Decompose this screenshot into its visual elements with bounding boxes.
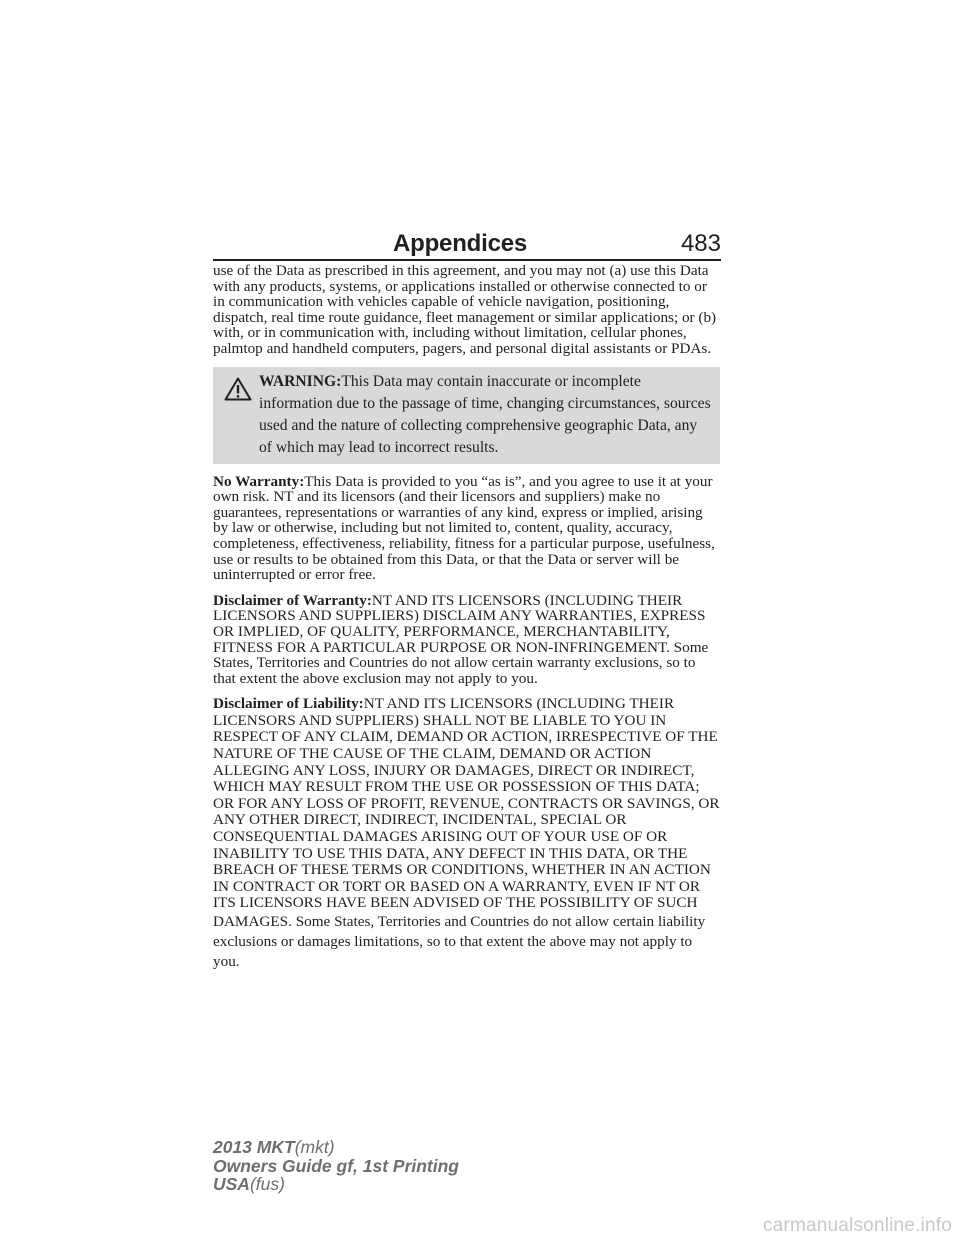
no-warranty-label: No Warranty: bbox=[213, 472, 305, 490]
disclaimer-liability-tail-text: allow certain liability exclusions or damages limitations, so to that extent the above may not apply to you. bbox=[213, 913, 706, 970]
warning-label: WARNING: bbox=[259, 372, 342, 390]
footer-line-model bbox=[213, 1138, 459, 1157]
disclaimer-warranty-paragraph bbox=[213, 593, 720, 687]
section-title: Appendices bbox=[393, 230, 528, 257]
page-header bbox=[213, 226, 721, 260]
header-rule bbox=[213, 259, 721, 261]
footer-model: 2013 MKT bbox=[213, 1137, 295, 1157]
no-warranty-text: This Data is provided to you “as is”, and you agree to use it at your own risk. NT and its licensors (and their licensors and suppliers) make no guarantees, representations or warranties of any kind, express or implied, arising by law or otherwise, including but not limited to, content, quality, accuracy, completeness, effectiveness, reliability, fitness for a particular purpose, usefulness, use or results to be obtained from this Data, or that the Data or server will be uninterrupted or error free. bbox=[213, 472, 715, 584]
page-number: 483 bbox=[680, 230, 721, 257]
print-footer bbox=[213, 1138, 459, 1194]
watermark-text: carmanualsonline.info bbox=[762, 1215, 952, 1236]
page-body bbox=[213, 263, 720, 982]
disclaimer-liability-label: Disclaimer of Liability: bbox=[213, 695, 364, 713]
warning-triangle-icon bbox=[224, 377, 252, 401]
footer-guide: Owners Guide gf, 1st Printing bbox=[213, 1155, 459, 1176]
disclaimer-warranty-text: NT AND ITS LICENSORS (INCLUDING THEIR LICENSORS AND SUPPLIERS) DISCLAIM ANY WARRANTIES, EXPRESS OR IMPLIED, OF QUALITY, PERFORMANCE, MERCHANTABILITY, FITNESS FOR A PARTICULAR PURPOSE OR NON-INFRINGEMENT. Some States, Territories and Countries do not allow certain warranty exclusions, so to that extent the above exclusion may not apply to you. bbox=[213, 591, 709, 687]
footer-market: USA bbox=[213, 1174, 250, 1194]
disclaimer-warranty-label: Disclaimer of Warranty: bbox=[213, 591, 372, 609]
no-warranty-paragraph bbox=[213, 474, 720, 583]
disclaimer-liability-text: NT AND ITS LICENSORS (INCLUDING THEIR LICENSORS AND SUPPLIERS) SHALL NOT BE LIABLE TO YOU IN RESPECT OF ANY CLAIM, DEMAND OR ACTION, IRRESPECTIVE OF THE NATURE OF THE CAUSE OF THE CLAIM, DEMAND OR ACTION ALLEGING ANY LOSS, INJURY OR DAMAGES, DIRECT OR INDIRECT, WHICH MAY RESULT FROM THE USE OR POSSESSION OF THIS DATA; OR FOR ANY LOSS OF PROFIT, REVENUE, CONTRACTS OR SAVINGS, OR ANY OTHER DIRECT, INDIRECT, INCIDENTAL, SPECIAL OR CONSEQUENTIAL DAMAGES ARISING OUT OF YOUR USE OF OR INABILITY TO USE THIS DATA, ANY DEFECT IN THIS DATA, OR THE BREACH OF THESE TERMS OR CONDITIONS, WHETHER IN AN ACTION IN CONTRACT OR TORT OR BASED ON A WARRANTY, EVEN IF NT OR ITS LICENSORS HAVE BEEN ADVISED OF THE POSSIBILITY OF SUCH DAMAGES. Some States, Territories and Countries do not bbox=[213, 695, 720, 930]
warning-body: This Data may contain inaccurate or incomplete information due to the passage of time, changing circumstances, sources used and the nature of collecting comprehensive geographic Data, any of which may lead to incorrect results. bbox=[259, 372, 711, 456]
warning-box bbox=[213, 367, 720, 464]
intro-paragraph: use of the Data as prescribed in this agreement, and you may not (a) use this Data with any products, systems, or applications installed or otherwise connected to or in communication with vehicles capable of vehicle navigation, positioning, dispatch, real time route guidance, fleet management or similar applications; or (b) with, or in communication with, including without limitation, cellular phones, palmtop and handheld computers, pagers, and personal digital assistants or PDAs. bbox=[213, 262, 717, 357]
disclaimer-liability-paragraph bbox=[213, 696, 720, 972]
warning-text bbox=[219, 371, 714, 459]
footer-model-code: (mkt) bbox=[294, 1137, 335, 1157]
footer-line-market bbox=[213, 1175, 459, 1194]
footer-line-guide bbox=[213, 1157, 459, 1176]
footer-market-code: (fus) bbox=[249, 1174, 285, 1194]
